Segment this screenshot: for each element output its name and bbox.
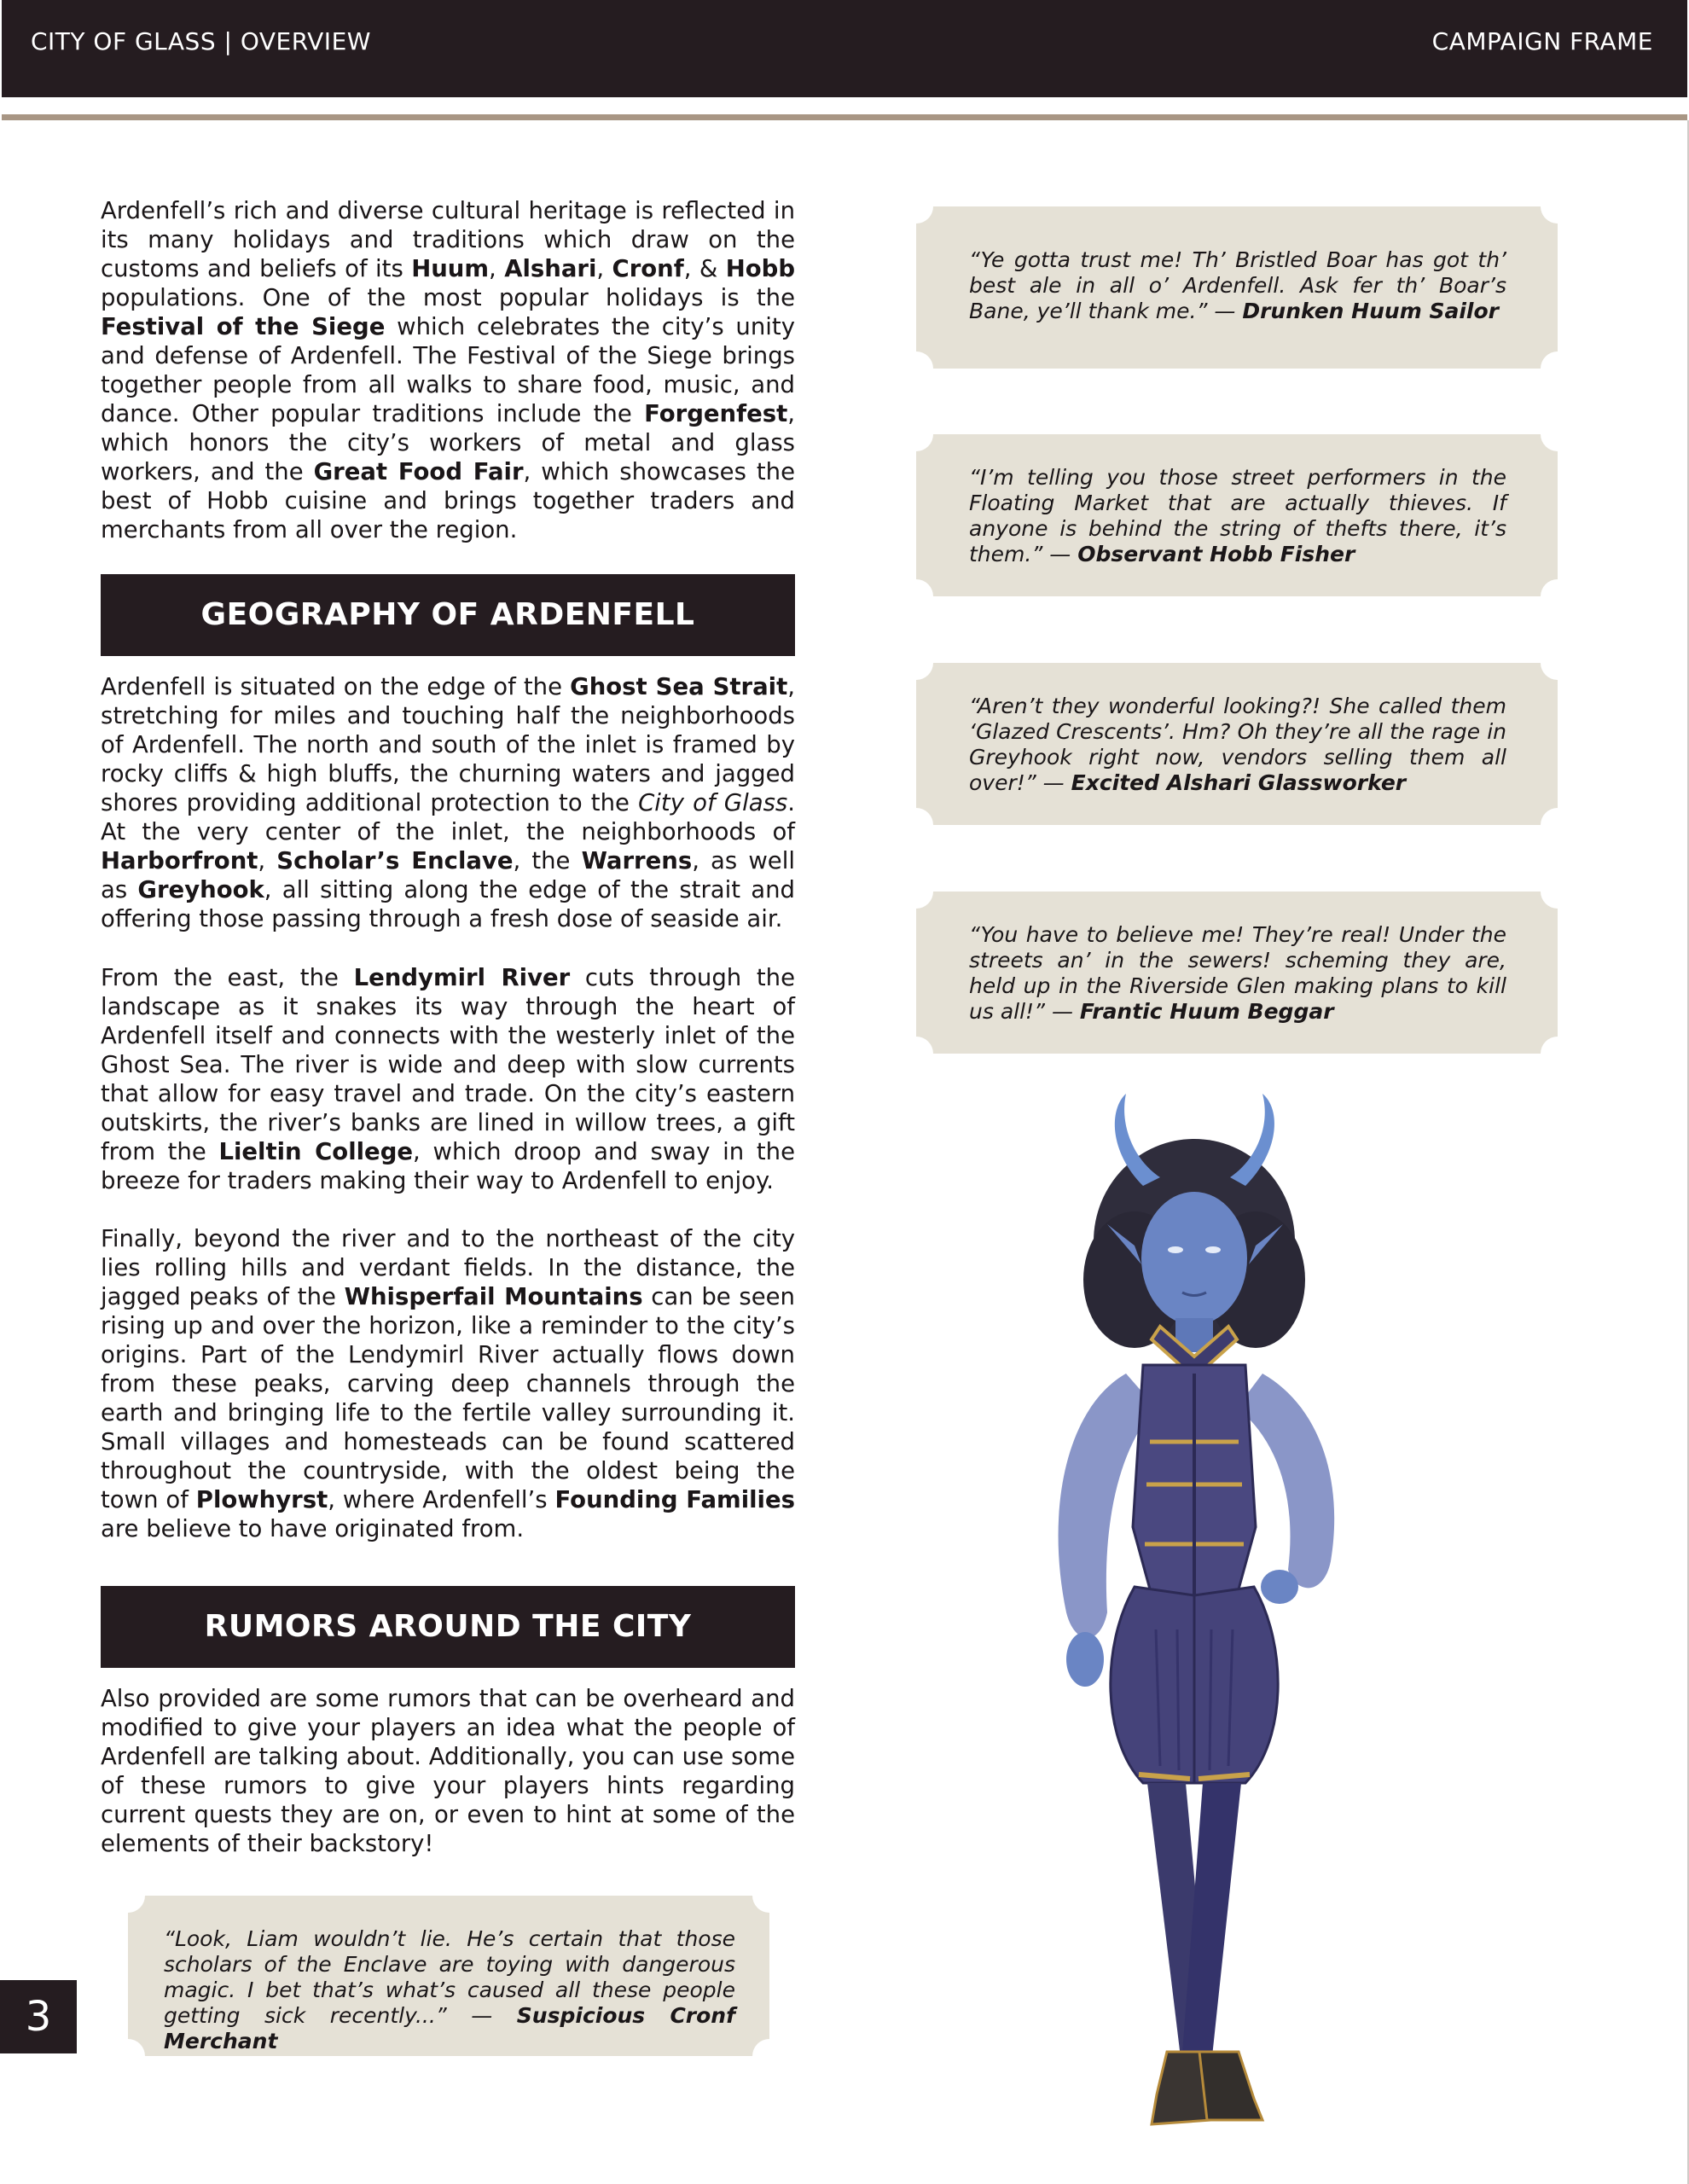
rumor-quote [969, 465, 1506, 567]
text-run: , [258, 847, 277, 874]
section-heading-geography: GEOGRAPHY OF ARDENFELL [101, 574, 795, 656]
text-run: Ardenfell’s rich and diverse cultural heritage is reflected in its many holidays and traditions which draw on the customs and beliefs of its [101, 197, 795, 282]
text-run: can be seen rising up and over the horizon, like a reminder to the city’s origins. Part of the Lendymirl River actually flows down from these peaks, carving deep channels through the earth and bringing life to the fertile valley surrounding it. Small villages and homesteads can be found scattered throughout the countryside, with the oldest being the town of [101, 1283, 795, 1513]
rumor-speaker: Frantic Huum Beggar [1079, 999, 1334, 1024]
rumor-card [916, 892, 1558, 1054]
term-plowhyrst: Plowhyrst [195, 1486, 328, 1513]
text-run: , & [683, 255, 726, 282]
term-warrens: Warrens [581, 847, 693, 874]
text-run: Ardenfell is situated on the edge of the [101, 673, 571, 700]
rumor-card [916, 663, 1558, 825]
term-city-of-glass: City of Glass [638, 789, 788, 816]
text-run: , which honors the city’s workers of metal and glass workers, and the [101, 400, 795, 485]
header-rule [2, 114, 1687, 120]
text-run: are believe to have originated from. [101, 1515, 525, 1542]
term-cronf: Cronf [612, 255, 684, 282]
term-festival-of-the-siege: Festival of the Siege [101, 313, 386, 340]
header-section: CAMPAIGN FRAME [1431, 27, 1653, 55]
text-run: , all sitting along the edge of the strait and offering those passing through a fresh dose of seaside air. [101, 876, 795, 932]
text-run: , which showcases the best of Hobb cuisine and brings together traders and merchants from all over the region. [101, 458, 795, 543]
geography-paragraph-2 [101, 963, 795, 1195]
rumor-text: “Look, Liam wouldn’t lie. He’s certain that those scholars of the Enclave are toying with dangerous magic. I bet that’s what’s caused all these people getting sick recently...” — [164, 1926, 735, 2028]
text-run: , [489, 255, 505, 282]
rumor-speaker: Suspicious Cronf Merchant [164, 2003, 735, 2053]
header-bar [2, 0, 1687, 97]
rumor-text: “Ye gotta trust me! Th’ Bristled Boar has got th’ best ale in all o’ Ardenfell. Ask fer th’ Boar’s Bane, ye’ll thank me.” — [969, 247, 1506, 323]
rumor-speaker: Observant Hobb Fisher [1077, 542, 1355, 566]
term-greyhook: Greyhook [137, 876, 264, 903]
term-whisperfail-mountains: Whisperfail Mountains [344, 1283, 643, 1310]
page-number: 3 [0, 1980, 77, 2053]
term-scholars-enclave: Scholar’s Enclave [276, 847, 514, 874]
character-illustration [1007, 1083, 1382, 2150]
geography-paragraph-1 [101, 672, 795, 933]
text-run: , as well as [101, 847, 796, 903]
text-run: , where Ardenfell’s [328, 1486, 555, 1513]
term-alshari: Alshari [504, 255, 597, 282]
geography-paragraph-3 [101, 1224, 795, 1543]
rumor-card [916, 434, 1558, 596]
rumor-speaker: Excited Alshari Glassworker [1071, 770, 1407, 795]
intro-paragraph [101, 196, 795, 544]
text-run: , [596, 255, 612, 282]
rumor-card [916, 206, 1558, 369]
section-heading-rumors: RUMORS AROUND THE CITY [101, 1586, 795, 1668]
text-run: , stretching for miles and touching half the neighborhoods of Ardenfell. The north and south of the inlet is framed by rocky cliffs & high bluffs, the churning waters and jagged shores providing additional protection to the [101, 673, 795, 816]
text-run: From the east, the [101, 964, 354, 991]
text-run: . At the very center of the inlet, the neighborhoods of [101, 789, 795, 845]
text-run: , the [513, 847, 582, 874]
rumor-text: “I’m telling you those street performers in the Floating Market that are actually thieves. If anyone is behind the string of thefts there, it’s them.” — [969, 465, 1506, 566]
rumor-quote [969, 247, 1506, 324]
rumor-text: “Aren’t they wonderful looking?! She called them ‘Glazed Crescents’. Hm? Oh they’re all the rage in Greyhook right now, vendors selling them all over!” — [969, 694, 1506, 795]
term-lendymirl-river: Lendymirl River [353, 964, 571, 991]
rumor-quote [164, 1926, 735, 2054]
term-huum: Huum [411, 255, 490, 282]
text-run: populations. One of the most popular holidays is the [101, 284, 795, 311]
term-great-food-fair: Great Food Fair [313, 458, 524, 485]
rumor-card [128, 1896, 769, 2056]
term-founding-families: Founding Families [554, 1486, 795, 1513]
term-hobb: Hobb [725, 255, 796, 282]
term-ghost-sea-strait: Ghost Sea Strait [570, 673, 788, 700]
text-run: cuts through the landscape as it snakes its way through the heart of Ardenfell itself and connects with the westerly inlet of the Ghost Sea. The river is wide and deep with slow currents that allow for easy travel and trade. On the city’s eastern outskirts, the river’s banks are lined in willow trees, a gift from the [101, 964, 795, 1165]
text-run: , which droop and sway in the breeze for traders making their way to Ardenfell to enjoy. [101, 1138, 795, 1194]
rumor-speaker: Drunken Huum Sailor [1242, 299, 1499, 323]
rumor-quote [969, 694, 1506, 796]
term-harborfront: Harborfront [101, 847, 258, 874]
text-run: which celebrates the city’s unity and defense of Ardenfell. The Festival of the Siege brings together people from all walks to share food, music, and dance. Other popular traditions include the [101, 313, 795, 427]
header-title: CITY OF GLASS | OVERVIEW [31, 27, 371, 55]
term-lieltin-college: Lieltin College [218, 1138, 414, 1165]
term-forgenfest: Forgenfest [644, 400, 788, 427]
rumor-quote [969, 922, 1506, 1025]
rumor-text: “You have to believe me! They’re real! Under the streets an’ in the sewers! scheming they are, held up in the Riverside Glen making plans to kill us all!” — [969, 922, 1506, 1024]
text-run: Finally, beyond the river and to the northeast of the city lies rolling hills and verdant fields. In the distance, the jagged peaks of the [101, 1225, 795, 1310]
rumors-paragraph: Also provided are some rumors that can be overheard and modified to give your players an idea what the people of Ardenfell are talking about. Additionally, you can use some of these rumors to give your players hints regarding current quests they are on, or even to hint at some of the elements of their backstory! [101, 1685, 795, 1857]
